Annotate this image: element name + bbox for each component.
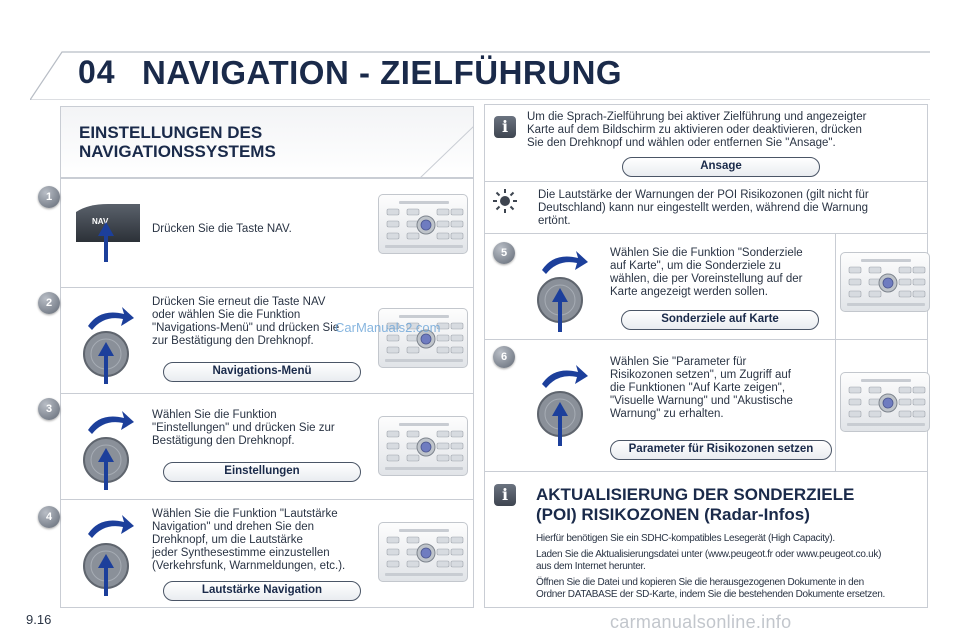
text-line: Navigation" und drehen Sie den — [152, 521, 315, 533]
update-paragraph-2 — [536, 549, 881, 572]
radio-panel-image-5 — [840, 252, 930, 312]
update-section-title — [536, 485, 854, 525]
radio-panel-image-1 — [378, 194, 468, 254]
step-number-3: 3 — [38, 398, 60, 420]
text-line: die Funktionen "Auf Karte zeigen", — [610, 382, 786, 394]
step-1-text — [152, 223, 292, 236]
radio-panel-image-4 — [378, 522, 468, 582]
menu-pill-sonderziele-auf-karte: Sonderziele auf Karte — [621, 310, 819, 330]
info-icon: i — [494, 484, 516, 506]
left-title-panel — [60, 106, 474, 178]
radio-panel-drawing — [841, 373, 931, 433]
step-number-1: 1 — [38, 186, 60, 208]
radio-panel-drawing — [379, 417, 469, 477]
nav-button-illustration — [68, 198, 144, 268]
text-line: wählen, die per Voreinstellung auf der — [610, 273, 803, 285]
step-number-6: 6 — [493, 346, 515, 368]
rotate-arrow-icon — [542, 251, 588, 274]
radio-panel-drawing — [379, 523, 469, 583]
update-paragraph-1 — [536, 533, 835, 545]
text-line: Drücken Sie die Taste NAV. — [152, 223, 292, 235]
radio-panel-image-3 — [378, 416, 468, 476]
note-text — [538, 189, 869, 228]
footer-watermark: carmanualsonline.info — [610, 612, 792, 632]
text-line: Öffnen Sie die Datei und kopieren Sie die herausgezogenen Dokumente in den — [536, 577, 864, 588]
rotate-arrow-icon — [88, 515, 134, 538]
text-line: Drehknopf, um die Lautstärke — [152, 534, 303, 546]
step-number-2: 2 — [38, 292, 60, 314]
text-line: Wählen Sie die Funktion "Lautstärke — [152, 508, 338, 520]
text-line: Karte angezeigt werden sollen. — [610, 286, 768, 298]
page-number: 9.16 — [26, 612, 52, 627]
radio-panel-image-2 — [378, 308, 468, 368]
text-line: Ordner DATABASE der SD-Karte, indem Sie die bestehenden Dokumente ersetzen. — [536, 588, 885, 600]
text-line: Wählen Sie die Funktion "Sonderziele — [610, 247, 803, 259]
menu-pill-navigations-menu: Navigations-Menü — [163, 362, 361, 382]
text-line: "Navigations-Menü" und drücken Sie — [152, 322, 340, 334]
step-number-4: 4 — [38, 506, 60, 528]
nav-button-label: NAV — [92, 217, 109, 226]
text-line: Laden Sie die Aktualisierungsdatei unter (www.peugeot.fr oder www.peugeot.co.uk) — [536, 549, 882, 560]
update-title-line-2: (POI) RISIKOZONEN (Radar-Infos) — [536, 505, 810, 524]
text-line: Warnung" zu erhalten. — [610, 408, 724, 420]
section-title-line-1: EINSTELLUNGEN DES — [79, 123, 263, 142]
knob-press-illustration — [76, 304, 138, 384]
update-paragraph-3 — [536, 577, 885, 600]
text-line: Deutschland) kann nur eingestellt werden, während die Warnung — [538, 202, 869, 214]
radio-panel-image-6 — [840, 372, 930, 432]
info-ansage-text — [527, 111, 866, 150]
text-line: jeder Synthesestimme einzustellen — [152, 547, 330, 559]
menu-pill-parameter-risikozonen: Parameter für Risikozonen setzen — [610, 440, 832, 460]
page-header — [30, 44, 930, 100]
step-3-text — [152, 409, 335, 448]
radio-panel-drawing — [841, 253, 931, 313]
text-line: Karte auf dem Bildschirm zu aktivieren oder deaktivieren, drücken — [527, 124, 862, 136]
page-title: NAVIGATION - ZIELFÜHRUNG — [142, 54, 623, 91]
text-line: Wählen Sie die Funktion — [152, 409, 277, 421]
section-title — [79, 123, 276, 161]
text-line: Sie den Drehknopf und wählen oder entfernen Sie "Ansage". — [527, 137, 836, 149]
step-5-text — [610, 247, 803, 299]
rotate-arrow-icon — [88, 307, 134, 330]
step-4-text — [152, 508, 345, 573]
text-line: "Einstellungen" und drücken Sie zur — [152, 422, 335, 434]
section-title-line-2: NAVIGATIONSSYSTEMS — [79, 142, 276, 161]
text-line: oder wählen Sie die Funktion — [152, 309, 301, 321]
step-2-text — [152, 296, 339, 348]
sun-icon — [492, 188, 518, 214]
update-title-line-1: AKTUALISIERUNG DER SONDERZIELE — [536, 485, 855, 504]
info-icon: i — [494, 116, 516, 138]
text-line: Drücken Sie erneut die Taste NAV — [152, 296, 326, 308]
menu-pill-lautstaerke-navigation: Lautstärke Navigation — [163, 581, 361, 601]
knob-press-illustration — [76, 512, 138, 596]
text-line: Bestätigung den Drehknopf. — [152, 435, 295, 447]
text-line: ertönt. — [538, 215, 571, 227]
menu-pill-ansage: Ansage — [622, 157, 820, 177]
text-line: Risikozonen setzen", um Zugriff auf — [610, 369, 791, 381]
chapter-number: 04 — [78, 54, 116, 90]
radio-panel-drawing — [379, 309, 469, 369]
knob-press-illustration — [530, 248, 592, 332]
rotate-arrow-icon — [88, 411, 134, 434]
text-line: Wählen Sie "Parameter für — [610, 356, 747, 368]
rotate-arrow-icon — [542, 365, 588, 388]
text-line: (Verkehrsfunk, Warnmeldungen, etc.). — [152, 560, 346, 572]
text-line: Um die Sprach-Zielführung bei aktiver Zielführung und angezeigter — [527, 111, 867, 123]
text-line: aus dem Internet herunter. — [536, 560, 646, 572]
step-6-text — [610, 356, 793, 421]
text-line: "Visuelle Warnung" und "Akustische — [610, 395, 793, 407]
text-line: zur Bestätigung den Drehknopf. — [152, 335, 314, 347]
step-number-5: 5 — [493, 242, 515, 264]
overlay-watermark: CarManuals2.com — [335, 320, 441, 335]
text-line: auf Karte", um die Sonderziele zu — [610, 260, 781, 272]
knob-press-illustration — [530, 362, 592, 446]
knob-press-illustration — [76, 408, 138, 490]
text-line: Die Lautstärke der Warnungen der POI Risikozonen (gilt nicht für — [538, 189, 869, 201]
menu-pill-einstellungen: Einstellungen — [163, 462, 361, 482]
text-line: Hierfür benötigen Sie ein SDHC-kompatibles Lesegerät (High Capacity). — [536, 533, 835, 544]
radio-panel-drawing — [379, 195, 469, 255]
